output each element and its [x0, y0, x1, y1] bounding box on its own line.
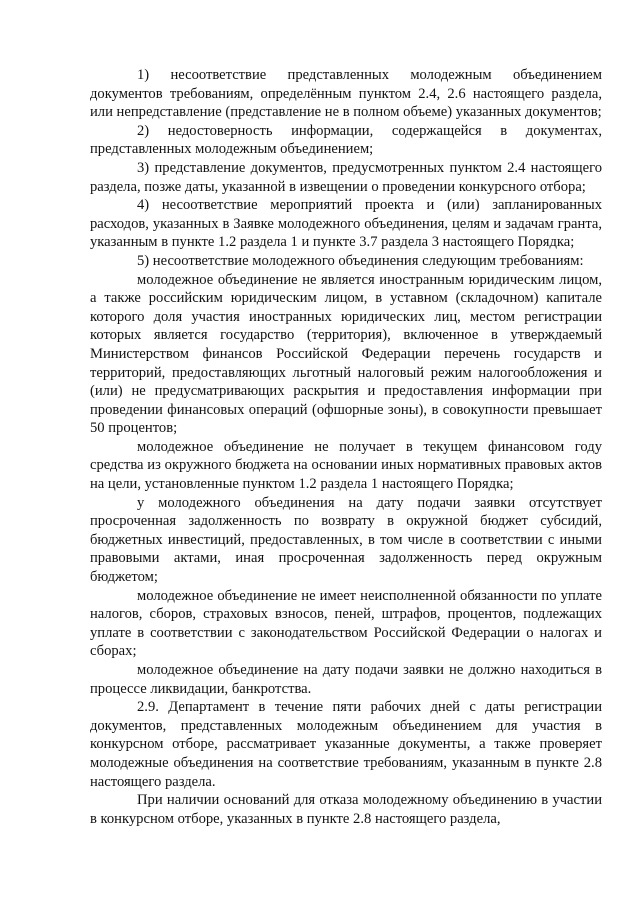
- paragraph-requirement-no-tax-arrears: молодежное объединение не имеет неисполненной обязанности по уплате налогов, сборов, страховых взносов, пеней, штрафов, процентов, подлежащих уплате в соответствии с законодательством Российской Федерации о налогах и сборах;: [90, 587, 602, 660]
- paragraph-requirement-no-other-funds: молодежное объединение не получает в текущем финансовом году средства из окружного бюджета на основании иных нормативных правовых актов на цели, установленные пунктом 1.2 раздела 1 настоящего Порядка;: [90, 438, 602, 493]
- paragraph-requirement-not-liquidated: молодежное объединение на дату подачи заявки не должно находиться в процессе ликвидации, банкротства.: [90, 662, 602, 697]
- paragraph-requirement-foreign-capital: молодежное объединение не является иностранным юридическим лицом, а также российским юридическим лицом, в уставном (складочном) капитале которого доля участия иностранных юридических лиц, местом регистрации которых является государство (территория), включенное в утверждаемый Министерством финансов Российской Федерации перечень государств и территорий, предоставляющих льготный налоговый режим налогообложения и (или) не предусматривающих раскрытия и предоставления информации при проведении финансовых операций (офшорные зоны), в совокупности превышает 50 процентов;: [90, 271, 602, 437]
- paragraph-clause-2-9: 2.9. Департамент в течение пяти рабочих дней с даты регистрации документов, представленных молодежным объединением для участия в конкурсном отборе, рассматривает указанные документы, а также проверяет молодежные объединения на соответствие требованиям, указанным в пункте 2.8 настоящего раздела.: [90, 699, 602, 790]
- paragraph-requirement-no-debt: у молодежного объединения на дату подачи заявки отсутствует просроченная задолженность по возврату в окружной бюджет субсидий, бюджетных инвестиций, предоставленных, в том числе в соответствии с иными правовыми актами, иная просроченная задолженность перед окружным бюджетом;: [90, 494, 602, 586]
- paragraph-item-2: 2) недостоверность информации, содержащейся в документах, представленных молодежным объединением;: [90, 122, 602, 158]
- paragraph-refusal-grounds: При наличии оснований для отказа молодежному объединению в участии в конкурсном отборе, указанных в пункте 2.8 настоящего раздела,: [90, 792, 602, 827]
- paragraph-item-4: 4) несоответствие мероприятий проекта и (или) запланированных расходов, указанных в Заявке молодежного объединения, целям и задачам гранта, указанным в пункте 1.2 раздела 1 и пункте 3.7 раздела 3 настоящего Порядка;: [90, 197, 602, 251]
- document-page: [90, 66, 602, 828]
- paragraph-item-5: 5) несоответствие молодежного объединения следующим требованиям:: [137, 252, 584, 269]
- paragraph-item-3: 3) представление документов, предусмотренных пунктом 2.4 настоящего раздела, позже даты, указанной в извещении о проведении конкурсного отбора;: [90, 159, 602, 195]
- paragraph-item-1: 1) несоответствие представленных молодежным объединением документов требованиям, определённым пунктом 2.4, 2.6 настоящего раздела, или непредставление (представление не в полном объеме) указанных документов;: [90, 67, 602, 121]
